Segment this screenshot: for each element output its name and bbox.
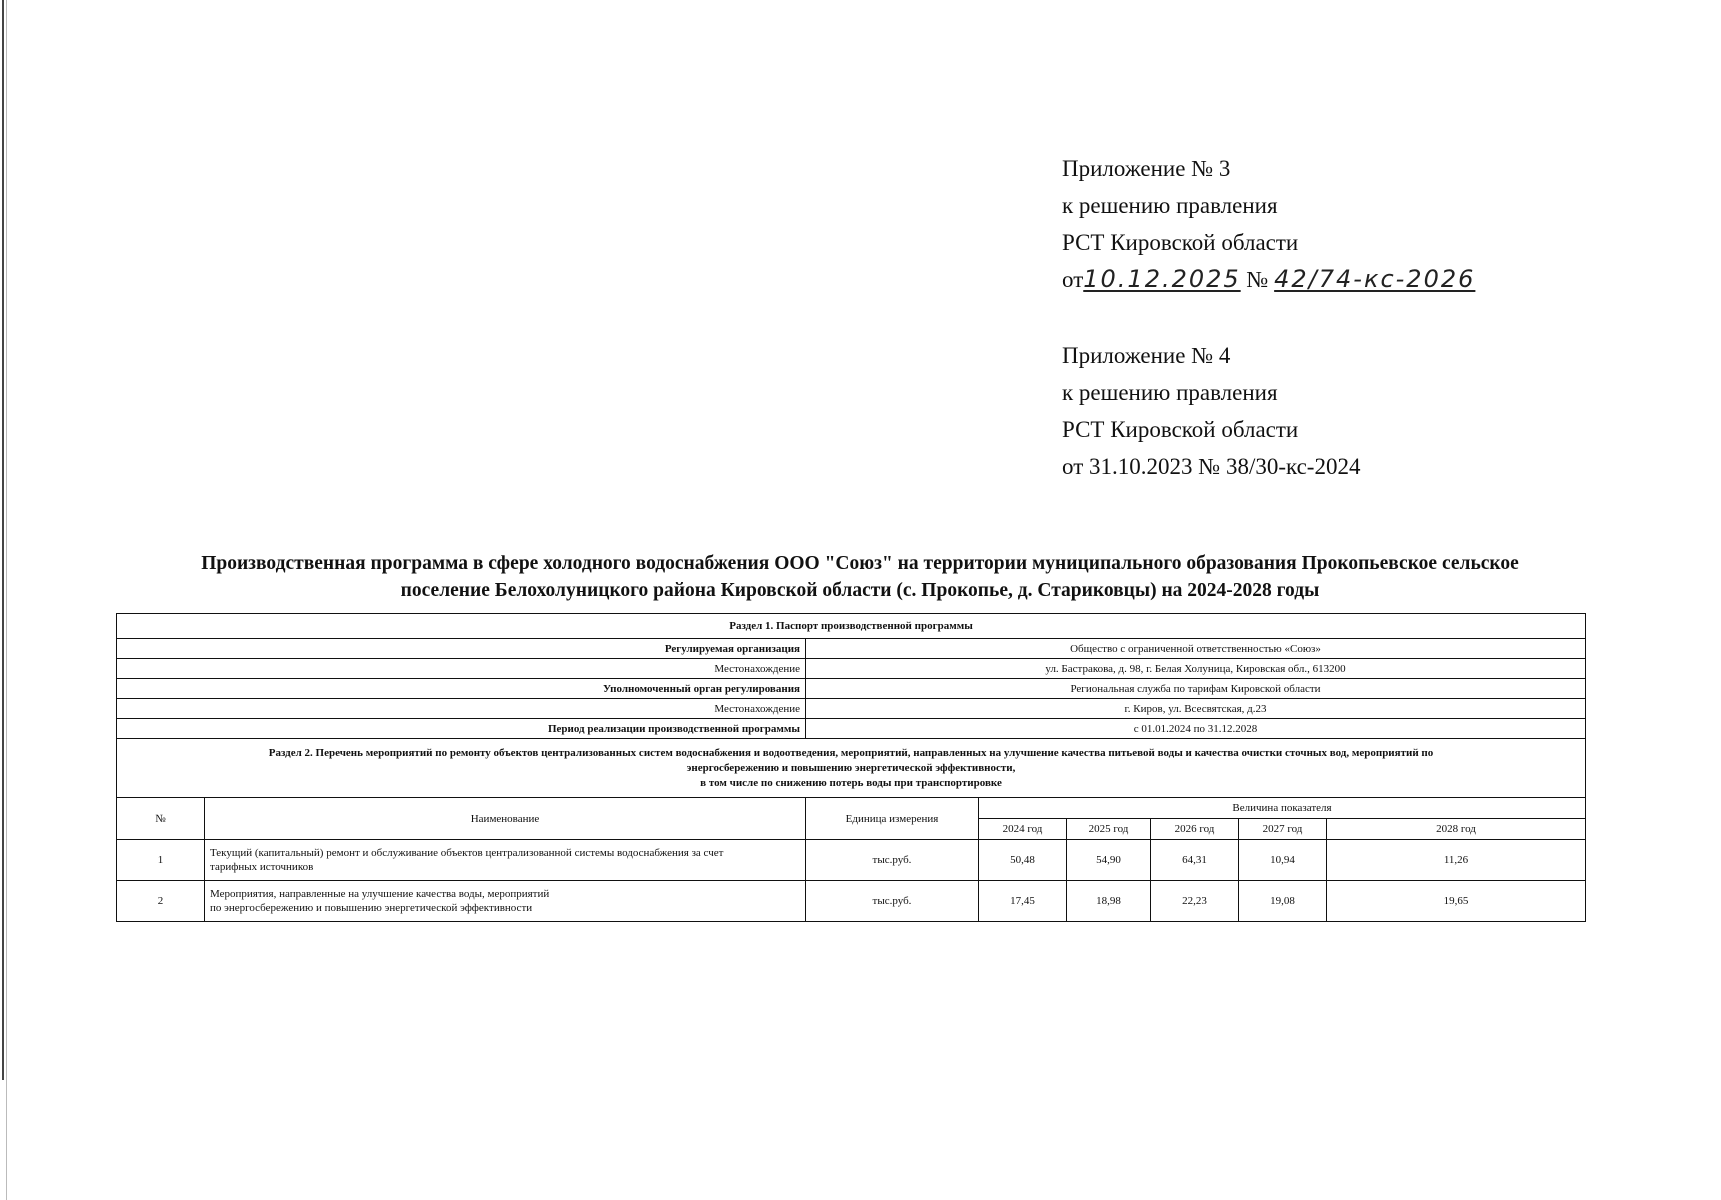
col-header-year: 2024 год bbox=[979, 819, 1067, 840]
table-header-row bbox=[117, 798, 1586, 819]
appendix-3-decision: к решению правления bbox=[1062, 193, 1278, 218]
passport-value: Региональная служба по тарифам Кировской области bbox=[806, 679, 1586, 699]
row-value: 19,08 bbox=[1239, 881, 1327, 922]
col-header-unit: Единица измерения bbox=[806, 798, 979, 840]
passport-value: ул. Бастракова, д. 98, г. Белая Холуница, Кировская обл., 613200 bbox=[806, 659, 1586, 679]
appendix-4-decision: к решению правления bbox=[1062, 380, 1278, 405]
row-name bbox=[205, 881, 806, 922]
col-header-name: Наименование bbox=[205, 798, 806, 840]
passport-row bbox=[117, 679, 1586, 699]
appendix-4-date-number: от 31.10.2023 № 38/30-кс-2024 bbox=[1062, 454, 1361, 479]
appendix-4-authority: РСТ Кировской области bbox=[1062, 417, 1299, 442]
section-2-heading-line-3: в том числе по снижению потерь воды при транспортировке bbox=[700, 776, 1002, 789]
col-header-num: № bbox=[117, 798, 205, 840]
passport-row bbox=[117, 699, 1586, 719]
appendix-4-block bbox=[1062, 337, 1360, 485]
document-title bbox=[130, 550, 1590, 604]
document-title-line-2: поселение Белохолуницкого района Кировской области (с. Прокопье, д. Стариковцы) на 2024-2028 годы bbox=[400, 580, 1320, 601]
program-table bbox=[116, 613, 1586, 922]
row-value: 10,94 bbox=[1239, 840, 1327, 881]
table-row bbox=[117, 881, 1586, 922]
col-header-year: 2027 год bbox=[1239, 819, 1327, 840]
table-row bbox=[117, 840, 1586, 881]
passport-label: Уполномоченный орган регулирования bbox=[117, 679, 806, 699]
row-num: 2 bbox=[117, 881, 205, 922]
row-num: 1 bbox=[117, 840, 205, 881]
section-2-heading-line-1: Раздел 2. Перечень мероприятий по ремонту объектов централизованных систем водоснабжения и водоотведения, мероприятий, направленных на улучшение качества питьевой воды и качества очистки сточных вод, мероприятий по bbox=[268, 746, 1434, 759]
passport-label: Регулируемая организация bbox=[117, 639, 806, 659]
col-header-year: 2028 год bbox=[1327, 819, 1586, 840]
passport-label: Местонахождение bbox=[117, 699, 806, 719]
passport-value: Общество с ограниченной ответственностью «Союз» bbox=[806, 639, 1586, 659]
passport-row bbox=[117, 639, 1586, 659]
row-name-line-1: Текущий (капитальный) ремонт и обслуживание объектов централизованной системы водоснабжения за счет bbox=[210, 847, 724, 859]
appendix-3-block bbox=[1062, 150, 1475, 298]
appendix-3-authority: РСТ Кировской области bbox=[1062, 230, 1299, 255]
row-value: 19,65 bbox=[1327, 881, 1586, 922]
passport-label: Период реализации производственной программы bbox=[117, 719, 806, 739]
scan-margin-line bbox=[2, 0, 4, 1080]
date-prefix: от bbox=[1062, 267, 1084, 292]
scan-margin-edge bbox=[6, 0, 7, 1200]
passport-value: с 01.01.2024 по 31.12.2028 bbox=[806, 719, 1586, 739]
row-unit: тыс.руб. bbox=[806, 881, 979, 922]
handwritten-date: 10.12.2025 bbox=[1083, 265, 1241, 293]
handwritten-number: 42/74-кс-2026 bbox=[1274, 265, 1476, 293]
passport-label: Местонахождение bbox=[117, 659, 806, 679]
row-name bbox=[205, 840, 806, 881]
col-header-year: 2026 год bbox=[1151, 819, 1239, 840]
row-value: 17,45 bbox=[979, 881, 1067, 922]
section-2-heading bbox=[117, 739, 1586, 798]
section-1-heading: Раздел 1. Паспорт производственной программы bbox=[117, 614, 1586, 639]
appendix-3-title: Приложение № 3 bbox=[1062, 156, 1231, 181]
appendix-3-date-line bbox=[1062, 261, 1475, 298]
row-name-line-2: по энергосбережению и повышению энергетической эффективности bbox=[210, 902, 533, 914]
passport-row bbox=[117, 719, 1586, 739]
passport-value: г. Киров, ул. Всесвятская, д.23 bbox=[806, 699, 1586, 719]
document-title-line-1: Производственная программа в сфере холодного водоснабжения ООО "Союз" на территории муниципального образования Прокопьевское сельское bbox=[201, 553, 1519, 574]
col-header-year: 2025 год bbox=[1067, 819, 1151, 840]
row-value: 64,31 bbox=[1151, 840, 1239, 881]
passport-row bbox=[117, 659, 1586, 679]
row-value: 54,90 bbox=[1067, 840, 1151, 881]
row-value: 50,48 bbox=[979, 840, 1067, 881]
row-name-line-2: тарифных источников bbox=[210, 861, 314, 873]
appendix-4-title: Приложение № 4 bbox=[1062, 343, 1231, 368]
row-value: 18,98 bbox=[1067, 881, 1151, 922]
row-value: 11,26 bbox=[1327, 840, 1586, 881]
number-prefix: № bbox=[1246, 267, 1269, 292]
row-unit: тыс.руб. bbox=[806, 840, 979, 881]
col-header-value: Величина показателя bbox=[979, 798, 1586, 819]
section-2-heading-line-2: энергосбережению и повышению энергетической эффективности, bbox=[686, 761, 1016, 774]
row-value: 22,23 bbox=[1151, 881, 1239, 922]
row-name-line-1: Мероприятия, направленные на улучшение качества воды, мероприятий bbox=[210, 888, 550, 900]
